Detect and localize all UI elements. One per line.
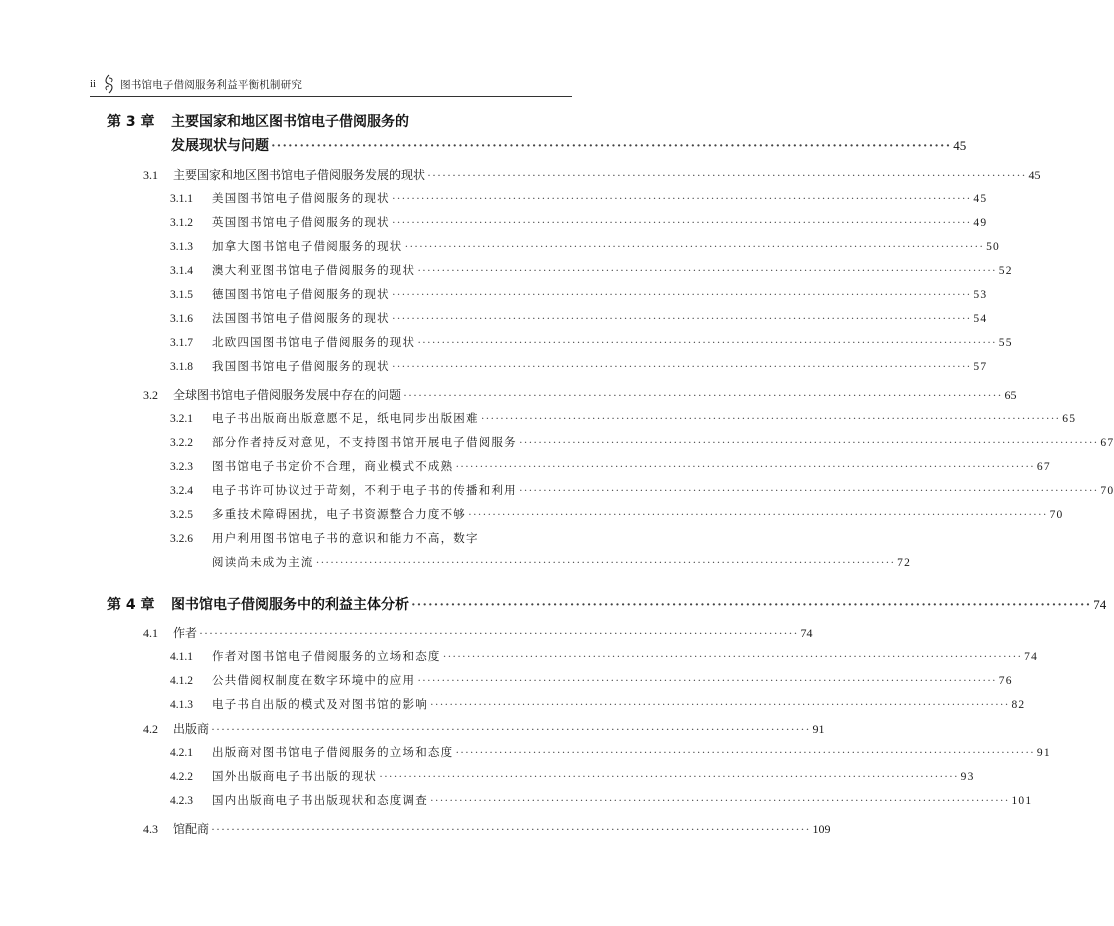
- toc-entry-title: 电子书许可协议过于苛刻，不利于电子书的传播和利用: [212, 483, 517, 497]
- toc-entry-page: 65: [1004, 388, 1017, 402]
- toc-entry-number: 3.2.6: [170, 533, 193, 545]
- toc-entry-page: 72: [897, 557, 912, 569]
- toc-entry[interactable]: [170, 410, 1077, 426]
- toc-entry[interactable]: [170, 190, 988, 206]
- toc-entry-title: 图书馆电子书定价不合理，商业模式不成熟: [212, 459, 454, 473]
- toc-entry-page: 45: [1028, 168, 1041, 182]
- toc-entry-number: 3.1.3: [170, 241, 193, 253]
- toc-entry[interactable]: [170, 672, 1013, 688]
- toc-entry-number: 3.1.1: [170, 193, 193, 205]
- toc-entry-number: 3.2.1: [170, 413, 193, 425]
- toc-entry[interactable]: [170, 792, 1033, 808]
- toc-entry-number: 3.1.4: [170, 265, 193, 277]
- toc-entry-title: 法国图书馆电子借阅服务的现状: [212, 311, 390, 325]
- toc-entry-title: 作者: [173, 626, 198, 640]
- toc-entry[interactable]: [170, 310, 988, 326]
- toc-leader-dots: ························································································································: [211, 822, 811, 836]
- toc-entry-page: 50: [986, 241, 1000, 253]
- toc-entry-number: 4.1: [143, 626, 158, 640]
- toc-leader-dots: ························································································································: [455, 747, 1035, 759]
- toc-leader-dots: ························································································································: [417, 675, 997, 687]
- toc-entry-page: 70: [1049, 509, 1064, 521]
- toc-entry-page: 91: [812, 722, 825, 736]
- toc-entry-title: 图书馆电子借阅服务中的利益主体分析: [171, 597, 409, 613]
- toc-entry[interactable]: [170, 458, 1051, 474]
- toc-entry[interactable]: [170, 482, 1114, 498]
- toc-entry[interactable]: [143, 820, 831, 837]
- toc-entry-title: 主要国家和地区图书馆电子借阅服务发展的现状: [173, 168, 426, 182]
- toc-entry[interactable]: [143, 386, 1017, 403]
- toc-entry-title: 国外出版商电子书出版的现状: [212, 769, 378, 783]
- toc-entry-number: 3.1.5: [170, 289, 193, 301]
- toc-entry-page: 93: [960, 771, 975, 783]
- toc-entry[interactable]: [170, 554, 912, 570]
- toc-leader-dots: ························································································································: [404, 241, 985, 253]
- toc-entry-page: 74: [1024, 651, 1039, 663]
- toc-leader-dots: ························································································································: [391, 361, 972, 373]
- toc-entry-number: 3.2.2: [170, 437, 193, 449]
- toc-entry[interactable]: [170, 358, 988, 374]
- toc-entry-number: 3.1.6: [170, 313, 193, 325]
- toc-entry-number: 3.2: [143, 388, 158, 402]
- toc-entry-title: 北欧四国图书馆电子借阅服务的现状: [212, 335, 416, 349]
- toc-entry-number: 3.1.2: [170, 217, 193, 229]
- toc-entry-page: 74: [1093, 597, 1107, 612]
- toc-leader-dots: ························································································································: [468, 509, 1048, 521]
- toc-entry[interactable]: [170, 238, 1000, 254]
- toc-entry-page: 45: [953, 138, 967, 153]
- toc-entry-page: 65: [1062, 413, 1077, 425]
- toc-entry[interactable]: [170, 334, 1013, 350]
- toc-entry-title: 主要国家和地区图书馆电子借阅服务的: [171, 114, 409, 130]
- toc-entry-title: 阅读尚未成为主流: [212, 555, 314, 569]
- leaf-ornament-icon: [102, 74, 116, 94]
- toc-entry-number: 4.2: [143, 722, 158, 736]
- toc-entry-page: 49: [973, 217, 988, 229]
- toc-entry[interactable]: [170, 286, 988, 302]
- toc-entry[interactable]: [170, 648, 1039, 664]
- toc-entry-page: 55: [998, 337, 1013, 349]
- toc-entry-page: 76: [998, 675, 1013, 687]
- toc-leader-dots: ························································································································: [271, 139, 952, 154]
- toc-entry[interactable]: [143, 166, 1041, 183]
- toc-entry-number: 3.1.7: [170, 337, 193, 349]
- toc-entry[interactable]: [170, 262, 1013, 278]
- toc-entry-title: 多重技术障碍困扰，电子书资源整合力度不够: [212, 507, 466, 521]
- toc-entry-number: 4.1.3: [170, 699, 193, 711]
- toc-entry-page: 57: [973, 361, 988, 373]
- toc-entry-number: 第 4 章: [107, 597, 155, 613]
- toc-entry-page: 53: [973, 289, 988, 301]
- toc-entry-page: 74: [800, 626, 813, 640]
- toc-entry-page: 67: [1100, 437, 1114, 449]
- toc-entry-title: 公共借阅权制度在数字环境中的应用: [212, 673, 416, 687]
- toc-entry-page: 82: [1011, 699, 1026, 711]
- toc-entry-title: 电子书自出版的模式及对图书馆的影响: [212, 697, 428, 711]
- toc-entry-page: 101: [1011, 795, 1033, 807]
- toc-entry-title: 我国图书馆电子借阅服务的现状: [212, 359, 390, 373]
- toc-leader-dots: ························································································································: [417, 337, 997, 349]
- toc-leader-dots: ························································································································: [518, 437, 1099, 449]
- toc-leader-dots: ························································································································: [455, 461, 1035, 473]
- toc-entry-title: 美国图书馆电子借阅服务的现状: [212, 191, 390, 205]
- toc-entry[interactable]: [107, 135, 967, 155]
- running-title: 图书馆电子借阅服务利益平衡机制研究: [120, 78, 303, 91]
- toc-entry[interactable]: [143, 624, 813, 641]
- toc-entry-number: 3.2.5: [170, 509, 193, 521]
- running-header: [90, 74, 302, 94]
- toc-entry-page: 52: [998, 265, 1013, 277]
- toc-entry-number: 3.1: [143, 168, 158, 182]
- toc-leader-dots: ························································································································: [429, 795, 1010, 807]
- toc-entry-page: 91: [1036, 747, 1051, 759]
- toc-leader-dots: ························································································································: [391, 289, 972, 301]
- toc-entry-title: 英国图书馆电子借阅服务的现状: [212, 215, 390, 229]
- toc-entry-title: 馆配商: [173, 822, 210, 836]
- toc-leader-dots: ························································································································: [391, 193, 972, 205]
- toc-entry-number: 3.2.4: [170, 485, 193, 497]
- toc-entry-number: 3.1.8: [170, 361, 193, 373]
- toc-leader-dots: ························································································································: [379, 771, 959, 783]
- toc-leader-dots: ························································································································: [427, 168, 1027, 182]
- toc-entry-number: 4.2.2: [170, 771, 193, 783]
- toc-entry-title: 加拿大图书馆电子借阅服务的现状: [212, 239, 403, 253]
- toc-leader-dots: ························································································································: [518, 485, 1099, 497]
- toc-entry-number: 第 3 章: [107, 114, 155, 130]
- toc-entry-page: 70: [1100, 485, 1114, 497]
- toc-entry-title: 部分作者持反对意见，不支持图书馆开展电子借阅服务: [212, 435, 517, 449]
- toc-leader-dots: ························································································································: [199, 626, 799, 640]
- toc-entry-title: 出版商: [173, 722, 210, 736]
- toc-entry-page: 67: [1036, 461, 1051, 473]
- toc-leader-dots: ························································································································: [403, 388, 1003, 402]
- toc-entry[interactable]: [143, 720, 825, 737]
- toc-entry-number: 4.1.1: [170, 651, 193, 663]
- toc-entry-number: 3.2.3: [170, 461, 193, 473]
- toc-entry-title: 全球图书馆电子借阅服务发展中存在的问题: [173, 388, 402, 402]
- toc-leader-dots: ························································································································: [442, 651, 1023, 663]
- toc-entry-number: 4.2.1: [170, 747, 193, 759]
- toc-entry-page: 109: [812, 822, 831, 836]
- toc-entry-number: 4.1.2: [170, 675, 193, 687]
- toc-entry[interactable]: [170, 744, 1051, 760]
- toc-entry[interactable]: [107, 111, 556, 131]
- toc-entry[interactable]: [170, 530, 556, 546]
- toc-leader-dots: ························································································································: [391, 217, 972, 229]
- toc-entry-title: 澳大利亚图书馆电子借阅服务的现状: [212, 263, 416, 277]
- toc-leader-dots: ························································································································: [429, 699, 1010, 711]
- page-number: ii: [90, 78, 97, 90]
- toc-leader-dots: ························································································································: [411, 598, 1092, 613]
- toc-leader-dots: ························································································································: [211, 722, 811, 736]
- toc-entry-title: 作者对图书馆电子借阅服务的立场和态度: [212, 649, 441, 663]
- toc-entry[interactable]: [170, 768, 975, 784]
- toc-entry[interactable]: [170, 214, 988, 230]
- toc-entry-title: 国内出版商电子书出版现状和态度调查: [212, 793, 428, 807]
- toc-entry-page: 45: [973, 193, 988, 205]
- header-rule: [90, 96, 572, 97]
- toc-entry[interactable]: [170, 506, 1064, 522]
- toc-entry-title: 用户利用图书馆电子书的意识和能力不高，数字: [212, 531, 479, 545]
- toc-leader-dots: ························································································································: [480, 413, 1061, 425]
- toc-entry-number: 4.2.3: [170, 795, 193, 807]
- toc-entry-page: 54: [973, 313, 988, 325]
- toc-entry-title: 德国图书馆电子借阅服务的现状: [212, 287, 390, 301]
- toc-entry[interactable]: [170, 696, 1026, 712]
- toc-leader-dots: ························································································································: [315, 557, 896, 569]
- toc-entry-number: 4.3: [143, 822, 158, 836]
- toc-entry[interactable]: [170, 434, 1114, 450]
- toc-leader-dots: ························································································································: [417, 265, 997, 277]
- toc-entry-title: 电子书出版商出版意愿不足，纸电同步出版困难: [212, 411, 479, 425]
- toc-entry-title: 出版商对图书馆电子借阅服务的立场和态度: [212, 745, 454, 759]
- toc-entry-title: 发展现状与问题: [171, 138, 269, 154]
- toc-entry[interactable]: [107, 594, 1107, 614]
- toc-leader-dots: ························································································································: [391, 313, 972, 325]
